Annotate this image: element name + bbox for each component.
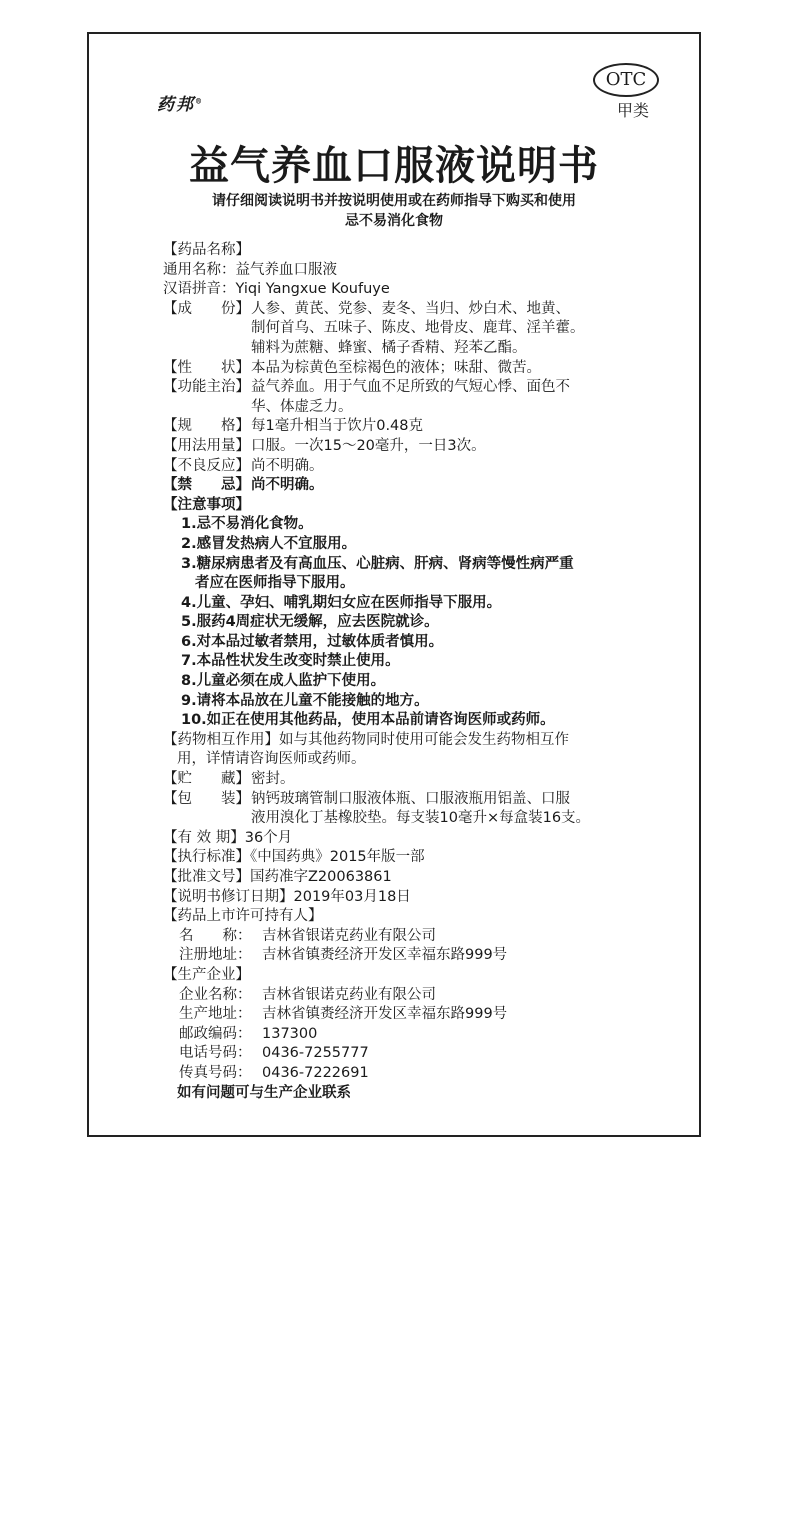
package-line-1: 钠钙玻璃管制口服液体瓶、口服液瓶用铝盖、口服 xyxy=(251,790,570,807)
precaution-item: 9.请将本品放在儿童不能接触的地方。 xyxy=(181,692,429,709)
specification-value: 每1毫升相当于饮片0.48克 xyxy=(251,418,424,435)
ingredients-row xyxy=(163,300,673,320)
dosage-label: 【用法用量】 xyxy=(163,437,250,454)
subtitle-line-2: 忌不易消化食物 xyxy=(345,213,443,229)
validity-label: 【有 效 期】 xyxy=(163,829,245,846)
holder-address-label: 注册地址： xyxy=(179,947,252,964)
registered-mark: ® xyxy=(195,96,204,106)
pinyin-value: Yiqi Yangxue Koufuye xyxy=(235,281,390,298)
indications-row xyxy=(163,378,673,398)
specification-row xyxy=(163,417,673,437)
holder-name-value: 吉林省银诺克药业有限公司 xyxy=(262,927,436,944)
precaution-item: 2.感冒发热病人不宜服用。 xyxy=(181,535,357,552)
postcode-value: 137300 xyxy=(262,1025,318,1042)
precaution-item-continued: 者应在医师指导下服用。 xyxy=(195,575,355,592)
holder-name-label: 名 称： xyxy=(179,927,252,944)
standard-value: 《中国药典》2015年版一部 xyxy=(250,849,425,866)
indications-line-1: 益气养血。用于气血不足所致的气短心悸、面色不 xyxy=(251,379,570,396)
phone-label: 电话号码： xyxy=(179,1045,252,1062)
interactions-row xyxy=(163,731,673,751)
manufacturer-name-row xyxy=(163,986,673,1006)
manufacturer-address-row xyxy=(163,1005,673,1025)
ingredients-label: 【成 份】 xyxy=(163,300,250,317)
manufacturer-address-value: 吉林省镇赉经济开发区幸福东路999号 xyxy=(262,1006,508,1023)
leaflet-body xyxy=(163,241,673,1103)
generic-name-value: 益气养血口服液 xyxy=(235,261,337,278)
precaution-item: 3.糖尿病患者及有高血压、心脏病、肝病、肾病等慢性病严重 xyxy=(181,555,574,572)
ingredients-line-1: 人参、黄芪、党参、麦冬、当归、炒白术、地黄、 xyxy=(251,300,570,317)
fax-label: 传真号码： xyxy=(179,1064,252,1081)
pinyin-row xyxy=(163,280,673,300)
subtitle xyxy=(89,191,699,231)
contraindications-label: 【禁 忌】 xyxy=(163,477,250,494)
revision-value: 2019年03月18日 xyxy=(293,888,411,905)
precaution-item: 4.儿童、孕妇、哺乳期妇女应在医师指导下服用。 xyxy=(181,594,502,611)
specification-label: 【规 格】 xyxy=(163,418,250,435)
precaution-item: 1.忌不易消化食物。 xyxy=(181,516,313,533)
fax-row xyxy=(163,1064,673,1084)
contraindications-value: 尚不明确。 xyxy=(251,477,324,494)
page-title: 益气养血口服液说明书 xyxy=(189,143,599,189)
holder-address-value: 吉林省镇赉经济开发区幸福东路999号 xyxy=(262,947,508,964)
pinyin-label: 汉语拼音： xyxy=(163,281,236,298)
otc-badge: OTC xyxy=(593,63,659,97)
storage-value: 密封。 xyxy=(251,771,295,788)
manufacturer-address-label: 生产地址： xyxy=(179,1006,252,1023)
adverse-row xyxy=(163,457,673,477)
adverse-value: 尚不明确。 xyxy=(251,457,324,474)
precaution-item: 5.服药4周症状无缓解，应去医院就诊。 xyxy=(181,614,439,631)
ingredients-line-3: 辅料为蔗糖、蜂蜜、橘子香精、羟苯乙酯。 xyxy=(251,339,527,356)
contraindications-row xyxy=(163,476,673,496)
indications-label: 【功能主治】 xyxy=(163,379,250,396)
standard-label: 【执行标准】 xyxy=(163,849,250,866)
generic-name-row xyxy=(163,261,673,281)
section-heading-manufacturer: 【生产企业】 xyxy=(163,966,250,983)
validity-row xyxy=(163,829,673,849)
revision-label: 【说明书修订日期】 xyxy=(163,888,294,905)
precaution-item: 7.本品性状发生改变时禁止使用。 xyxy=(181,653,400,670)
manufacturer-name-label: 企业名称： xyxy=(179,986,252,1003)
brand-logo xyxy=(157,90,204,115)
postcode-row xyxy=(163,1025,673,1045)
manufacturer-name-value: 吉林省银诺克药业有限公司 xyxy=(262,986,436,1003)
ingredients-line-2: 制何首乌、五味子、陈皮、地骨皮、鹿茸、淫羊藿。 xyxy=(251,320,585,337)
storage-row xyxy=(163,770,673,790)
section-heading-holder: 【药品上市许可持有人】 xyxy=(163,908,323,925)
section-heading-drug-name: 【药品名称】 xyxy=(163,242,250,258)
package-row xyxy=(163,790,673,810)
generic-name-label: 通用名称： xyxy=(163,261,236,278)
fax-value: 0436-7222691 xyxy=(262,1064,369,1081)
approval-row xyxy=(163,868,673,888)
interactions-label: 【药物相互作用】 xyxy=(163,731,279,748)
package-label: 【包 装】 xyxy=(163,790,250,807)
subtitle-line-1: 请仔细阅读说明书并按说明使用或在药师指导下购买和使用 xyxy=(212,193,576,209)
adverse-label: 【不良反应】 xyxy=(163,457,250,474)
holder-name-row xyxy=(163,927,673,947)
properties-row xyxy=(163,359,673,379)
revision-row xyxy=(163,888,673,908)
dosage-value: 口服。一次15～20毫升，一日3次。 xyxy=(251,437,486,454)
precaution-item: 10.如正在使用其他药品，使用本品前请咨询医师或药师。 xyxy=(181,712,555,729)
standard-row xyxy=(163,848,673,868)
phone-row xyxy=(163,1044,673,1064)
properties-label: 【性 状】 xyxy=(163,359,250,376)
indications-line-2: 华、体虚乏力。 xyxy=(251,398,353,415)
phone-value: 0436-7255777 xyxy=(262,1045,369,1062)
otc-class: 甲类 xyxy=(616,101,649,120)
approval-label: 【批准文号】 xyxy=(163,869,250,885)
brand-name: 药邦 xyxy=(157,95,195,115)
approval-value: 国药准字Z20063861 xyxy=(250,869,392,885)
leaflet-frame xyxy=(87,32,701,1137)
interactions-line-2: 用，详情请咨询医师或药师。 xyxy=(177,751,366,768)
dosage-row xyxy=(163,437,673,457)
holder-address-row xyxy=(163,946,673,966)
interactions-line-1: 如与其他药物同时使用可能会发生药物相互作 xyxy=(279,731,569,748)
postcode-label: 邮政编码： xyxy=(179,1025,252,1042)
precaution-item: 6.对本品过敏者禁用，过敏体质者慎用。 xyxy=(181,633,444,650)
validity-value: 36个月 xyxy=(244,829,293,846)
precaution-item: 8.儿童必须在成人监护下使用。 xyxy=(181,673,386,690)
footer-note: 如有问题可与生产企业联系 xyxy=(177,1084,351,1101)
storage-label: 【贮 藏】 xyxy=(163,771,250,788)
section-heading-precautions: 【注意事项】 xyxy=(163,496,250,513)
package-line-2: 液用溴化丁基橡胶垫。每支装10毫升×每盒装16支。 xyxy=(251,810,591,827)
properties-value: 本品为棕黄色至棕褐色的液体；味甜、微苦。 xyxy=(251,359,541,376)
